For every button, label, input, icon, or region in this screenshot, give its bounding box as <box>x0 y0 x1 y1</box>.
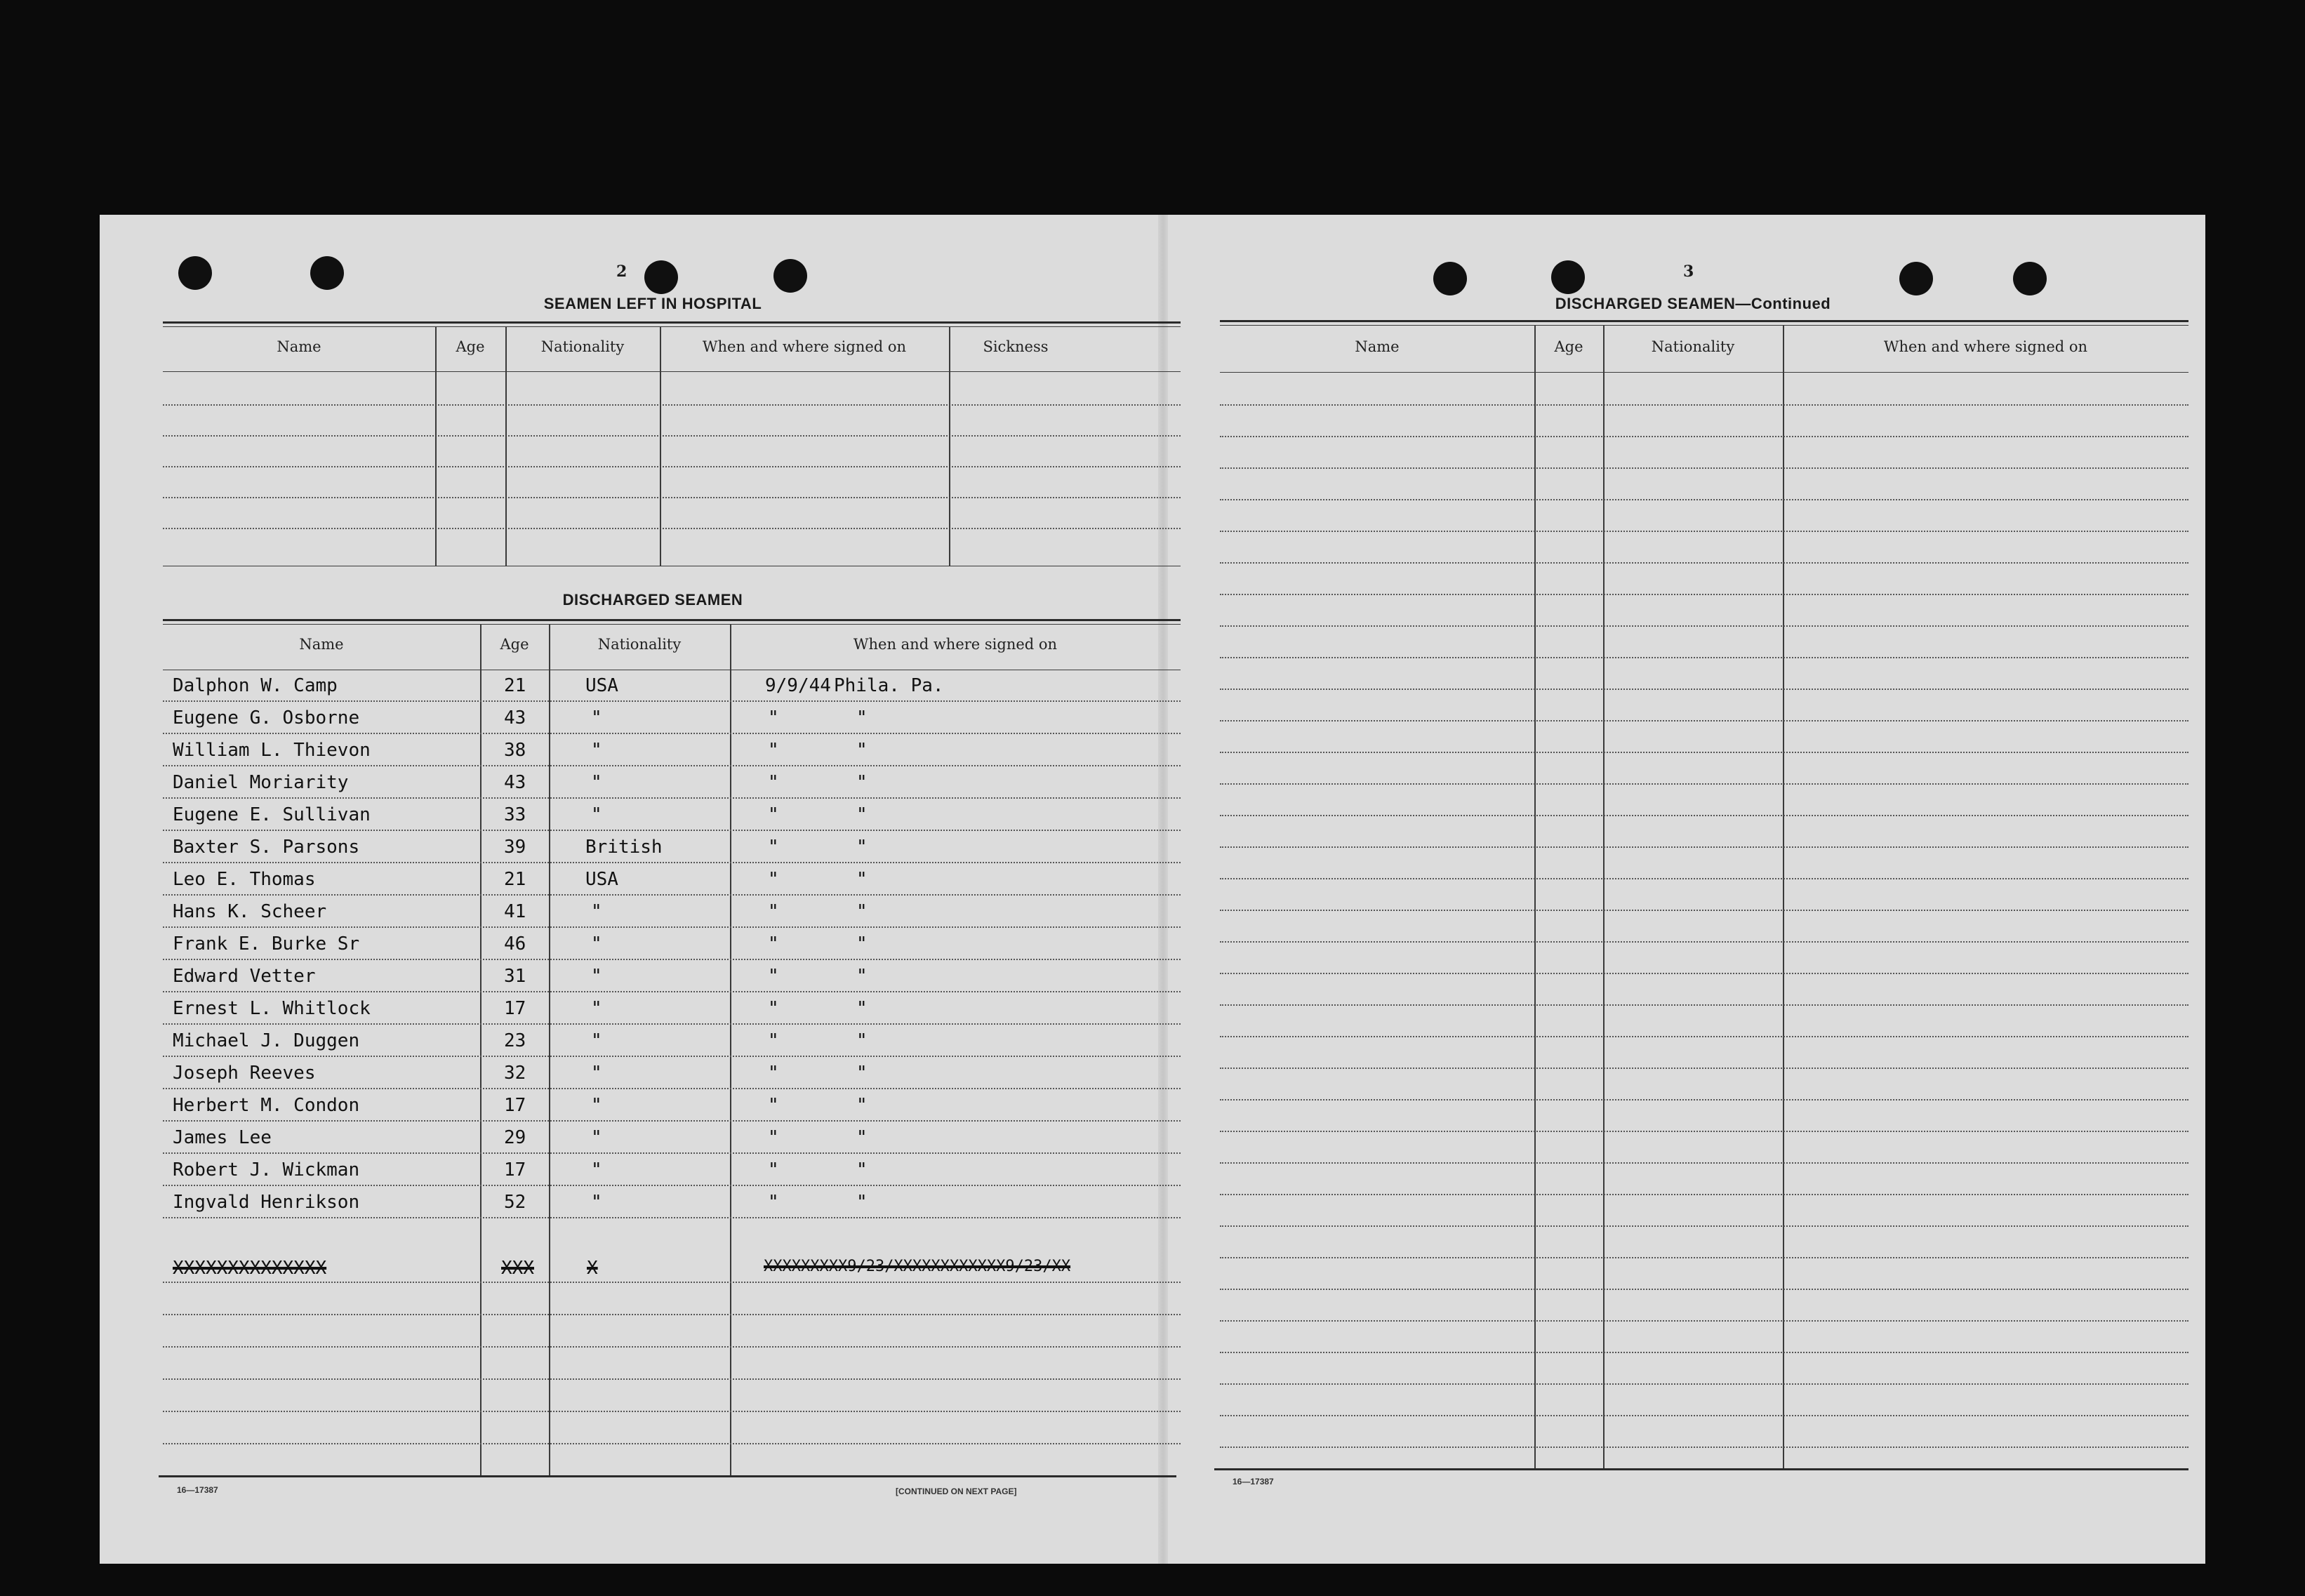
seaman-name: Ernest L. Whitlock <box>173 998 371 1019</box>
rule <box>1220 1068 2188 1069</box>
rule <box>163 404 1181 406</box>
seaman-name: Ingvald Henrikson <box>173 1192 360 1213</box>
struck-age: XXX <box>501 1258 534 1279</box>
seaman-age: 17 <box>504 1159 526 1181</box>
rule <box>163 733 1181 734</box>
seaman-signed-date: " <box>768 998 779 1019</box>
rule <box>163 1346 1181 1348</box>
discharged-header-name: Name <box>299 636 344 653</box>
hospital-header-age: Age <box>456 338 485 355</box>
rule <box>163 862 1181 863</box>
seaman-nationality: " <box>591 1095 602 1116</box>
document-sheet <box>100 215 2205 1564</box>
seaman-name: Dalphon W. Camp <box>173 675 338 696</box>
seaman-signed-place: " <box>856 966 868 987</box>
seaman-nationality: " <box>591 1030 602 1051</box>
rule <box>163 1411 1181 1412</box>
seaman-signed-date: " <box>768 1192 779 1213</box>
seaman-nationality: " <box>591 707 602 729</box>
punch-hole <box>644 260 678 294</box>
page-number-left: 2 <box>616 262 627 281</box>
seaman-age: 17 <box>504 998 526 1019</box>
form-number-left: 16—17387 <box>177 1485 218 1495</box>
seaman-signed-date: " <box>768 933 779 955</box>
rule <box>1220 467 2188 469</box>
right-header-name: Name <box>1355 338 1400 355</box>
seaman-name: Joseph Reeves <box>173 1063 316 1084</box>
rule <box>1220 689 2188 690</box>
rule <box>163 991 1181 992</box>
rule <box>1220 1004 2188 1006</box>
column-divider <box>1603 325 1605 1468</box>
seaman-nationality: " <box>591 933 602 955</box>
rule <box>1220 1383 2188 1385</box>
discharged-header-nationality: Nationality <box>597 636 682 653</box>
column-divider <box>549 624 550 1475</box>
rule <box>163 1282 1181 1283</box>
rule <box>1220 325 2188 326</box>
rule <box>1214 1468 2188 1470</box>
seaman-signed-place: " <box>856 740 868 761</box>
rule <box>1220 941 2188 943</box>
seaman-signed-date: " <box>768 901 779 922</box>
seaman-age: 31 <box>504 966 526 987</box>
rule <box>1220 720 2188 721</box>
seaman-signed-place: " <box>856 998 868 1019</box>
seaman-age: 43 <box>504 772 526 793</box>
seaman-signed-place: Phila. Pa. <box>834 675 944 696</box>
rule <box>163 1023 1181 1025</box>
rule <box>1220 1099 2188 1100</box>
seaman-signed-place: " <box>856 772 868 793</box>
seaman-signed-place: " <box>856 1030 868 1051</box>
seaman-signed-date: " <box>768 740 779 761</box>
rule <box>163 830 1181 831</box>
seaman-name: Michael J. Duggen <box>173 1030 360 1051</box>
rule <box>1220 878 2188 879</box>
seaman-nationality: " <box>591 740 602 761</box>
hospital-header-signed-on: When and where signed on <box>702 338 907 355</box>
seaman-age: 23 <box>504 1030 526 1051</box>
seaman-name: Baxter S. Parsons <box>173 837 360 858</box>
right-header-signed-on: When and where signed on <box>1883 338 2088 355</box>
seaman-signed-date: " <box>768 707 779 729</box>
seaman-signed-date: " <box>768 869 779 890</box>
seaman-age: 17 <box>504 1095 526 1116</box>
rule <box>1220 1162 2188 1164</box>
hospital-section-title: SEAMEN LEFT IN HOSPITAL <box>543 295 762 312</box>
seaman-name: Eugene G. Osborne <box>173 707 360 729</box>
right-section-title: DISCHARGED SEAMEN—Continued <box>1555 295 1831 312</box>
rule <box>1220 910 2188 911</box>
seaman-signed-place: " <box>856 933 868 955</box>
rule <box>163 466 1181 467</box>
rule <box>1220 625 2188 627</box>
rule <box>1220 1352 2188 1353</box>
seaman-name: Daniel Moriarity <box>173 772 349 793</box>
rule <box>1220 1225 2188 1227</box>
rule <box>1220 1257 2188 1258</box>
rule <box>159 1475 1176 1477</box>
column-divider <box>949 326 950 566</box>
seaman-signed-place: " <box>856 1159 868 1181</box>
hospital-header-nationality: Nationality <box>540 338 625 355</box>
seaman-age: 46 <box>504 933 526 955</box>
punch-hole <box>178 256 212 290</box>
rule <box>1220 320 2188 322</box>
seaman-signed-date: " <box>768 1063 779 1084</box>
rule <box>1220 1036 2188 1037</box>
rule <box>163 497 1181 498</box>
page-fold <box>1158 215 1168 1564</box>
column-divider <box>505 326 507 566</box>
rule <box>1220 1289 2188 1290</box>
rule <box>1220 531 2188 532</box>
struck-name: XXXXXXXXXXXXXX <box>173 1258 327 1279</box>
seaman-name: Frank E. Burke Sr <box>173 933 360 955</box>
seaman-signed-date: " <box>768 772 779 793</box>
rule <box>163 1185 1181 1186</box>
seaman-age: 21 <box>504 869 526 890</box>
seaman-nationality: USA <box>585 675 618 696</box>
seaman-nationality: " <box>591 772 602 793</box>
rule <box>163 700 1181 702</box>
seaman-nationality: " <box>591 901 602 922</box>
rule <box>163 765 1181 766</box>
rule <box>1220 783 2188 785</box>
seaman-signed-date: " <box>768 837 779 858</box>
rule <box>1220 562 2188 564</box>
seaman-name: Herbert M. Condon <box>173 1095 360 1116</box>
column-divider <box>1783 325 1784 1468</box>
right-header-age: Age <box>1554 338 1583 355</box>
rule <box>163 894 1181 896</box>
rule <box>163 528 1181 529</box>
rule <box>163 624 1181 625</box>
seaman-signed-place: " <box>856 707 868 729</box>
rule <box>163 619 1181 621</box>
seaman-name: Eugene E. Sullivan <box>173 804 371 825</box>
seaman-signed-date: " <box>768 966 779 987</box>
punch-hole <box>1899 262 1933 295</box>
rule <box>163 959 1181 960</box>
rule <box>1220 846 2188 848</box>
page-number-right: 3 <box>1683 262 1694 281</box>
seaman-nationality: " <box>591 804 602 825</box>
column-divider <box>730 624 731 1475</box>
seaman-age: 52 <box>504 1192 526 1213</box>
rule <box>163 326 1181 327</box>
punch-hole <box>2013 262 2047 295</box>
right-header-nationality: Nationality <box>1651 338 1735 355</box>
seaman-name: James Lee <box>173 1127 272 1148</box>
seaman-nationality: USA <box>585 869 618 890</box>
rule <box>1220 499 2188 500</box>
rule <box>1220 436 2188 437</box>
rule <box>1220 1415 2188 1416</box>
punch-hole <box>310 256 344 290</box>
seaman-name: Hans K. Scheer <box>173 901 327 922</box>
rule <box>1220 1194 2188 1195</box>
seaman-signed-place: " <box>856 869 868 890</box>
seaman-nationality: " <box>591 998 602 1019</box>
seaman-nationality: " <box>591 1063 602 1084</box>
seaman-signed-place: " <box>856 1127 868 1148</box>
seaman-nationality: " <box>591 966 602 987</box>
column-divider <box>435 326 437 566</box>
punch-hole <box>1433 262 1467 295</box>
seaman-signed-date: " <box>768 1030 779 1051</box>
form-number-right: 16—17387 <box>1233 1477 1274 1487</box>
seaman-signed-place: " <box>856 1192 868 1213</box>
seaman-signed-date: " <box>768 1095 779 1116</box>
rule <box>163 797 1181 799</box>
seaman-nationality: " <box>591 1159 602 1181</box>
rule <box>163 926 1181 928</box>
hospital-header-name: Name <box>277 338 321 355</box>
rule <box>163 1088 1181 1089</box>
rule <box>1220 657 2188 658</box>
continued-note: [CONTINUED ON NEXT PAGE] <box>896 1487 1017 1496</box>
seaman-age: 29 <box>504 1127 526 1148</box>
seaman-age: 41 <box>504 901 526 922</box>
rule <box>1220 594 2188 595</box>
seaman-age: 21 <box>504 675 526 696</box>
column-divider <box>1534 325 1536 1468</box>
rule <box>163 321 1181 324</box>
rule <box>163 1056 1181 1057</box>
seaman-age: 39 <box>504 837 526 858</box>
punch-hole <box>773 259 807 293</box>
seaman-name: Leo E. Thomas <box>173 869 316 890</box>
rule <box>1220 973 2188 974</box>
seaman-signed-place: " <box>856 1095 868 1116</box>
seaman-signed-date: " <box>768 1159 779 1181</box>
seaman-signed-place: " <box>856 804 868 825</box>
rule <box>1220 1447 2188 1448</box>
rule <box>163 371 1181 372</box>
discharged-section-title: DISCHARGED SEAMEN <box>562 591 743 609</box>
column-divider <box>480 624 481 1475</box>
column-divider <box>660 326 661 566</box>
discharged-header-age: Age <box>500 636 529 653</box>
seaman-nationality: " <box>591 1192 602 1213</box>
discharged-header-signed-on: When and where signed on <box>853 636 1058 653</box>
seaman-age: 38 <box>504 740 526 761</box>
hospital-header-sickness: Sickness <box>983 338 1049 355</box>
seaman-signed-date: " <box>768 804 779 825</box>
seaman-signed-place: " <box>856 837 868 858</box>
rule <box>1220 404 2188 406</box>
seaman-age: 33 <box>504 804 526 825</box>
seaman-name: Edward Vetter <box>173 966 316 987</box>
seaman-signed-date: 9/9/44 <box>765 675 831 696</box>
seaman-age: 43 <box>504 707 526 729</box>
seaman-signed-place: " <box>856 901 868 922</box>
rule <box>163 1152 1181 1154</box>
struck-signed: XXXXXXXXX9/23/XXXXXXXXXXXX9/23/XX <box>764 1258 1071 1275</box>
rule <box>1220 752 2188 753</box>
seaman-age: 32 <box>504 1063 526 1084</box>
struck-nationality: X <box>587 1258 598 1279</box>
rule <box>163 435 1181 437</box>
rule <box>1220 1131 2188 1132</box>
seaman-name: William L. Thievon <box>173 740 371 761</box>
rule <box>163 1443 1181 1444</box>
seaman-signed-date: " <box>768 1127 779 1148</box>
rule <box>1220 815 2188 816</box>
seaman-nationality: British <box>585 837 663 858</box>
rule <box>163 1217 1181 1218</box>
rule <box>163 1378 1181 1380</box>
seaman-name: Robert J. Wickman <box>173 1159 360 1181</box>
seaman-nationality: " <box>591 1127 602 1148</box>
punch-hole <box>1551 260 1585 294</box>
rule <box>1220 1320 2188 1322</box>
rule <box>1220 372 2188 373</box>
rule <box>163 1314 1181 1315</box>
rule <box>163 1120 1181 1122</box>
seaman-signed-place: " <box>856 1063 868 1084</box>
